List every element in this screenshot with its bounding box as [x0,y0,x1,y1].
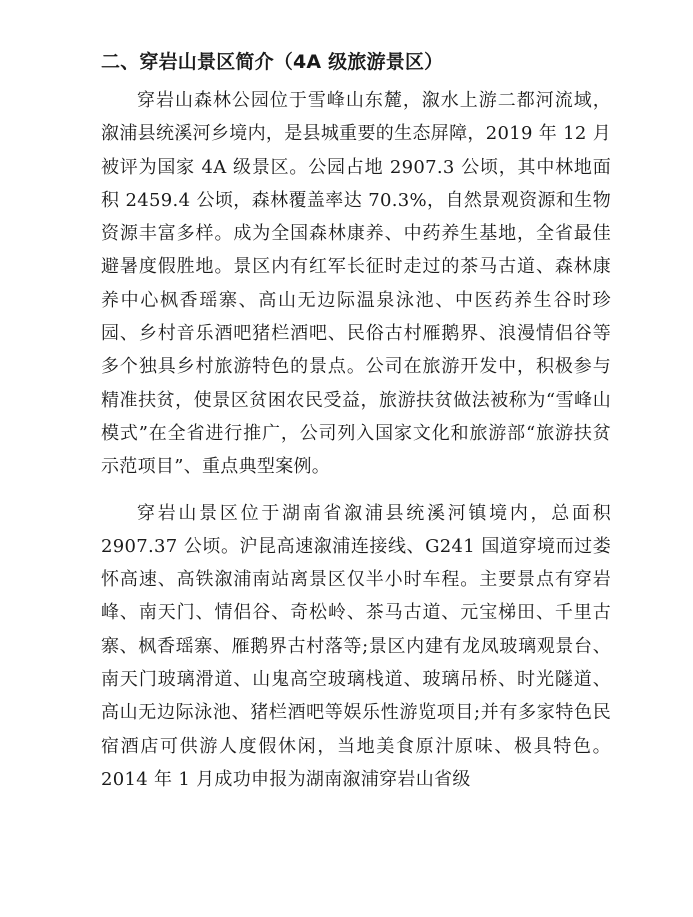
paragraph-scenic-area-location: 穿岩山景区位于湖南省溆浦县统溪河镇境内，总面积 2907.37 公顷。沪昆高速溆浦连接线、G241 国道穿境而过娄怀高速、高铁溆浦南站离景区仅半小时车程。主要景点有穿岩峰、南天门、情侣谷、奇松岭、茶马古道、元宝梯田、千里古寨、枫香瑶寨、雁鹅界古村落等;景区内建有龙凤玻璃观景台、南天门玻璃滑道、山鬼高空玻璃栈道、玻璃吊桥、时光隧道、高山无边际泳池、猪栏酒吧等娱乐性游览项目;并有多家特色民宿酒店可供游人度假休闲，当地美食原汁原味、极具特色。2014 年 1 月成功申报为湖南溆浦穿岩山省级 [101,502,611,790]
section-heading: 二、穿岩山景区简介（4A 级旅游景区） [101,51,444,73]
document-body [101,48,611,796]
paragraph-intro-forest-park: 穿岩山森林公园位于雪峰山东麓，溆水上游二都河流域，溆浦县统溪河乡境内，是县城重要的生态屏障，2019 年 12 月被评为国家 4A 级景区。公园占地 2907.3 公顷，其中林地面积 2459.4 公顷，森林覆盖率达 70.3%，自然景观资源和生物资源丰富多样。成为全国森林康养、中药养生基地，全省最佳避暑度假胜地。景区内有红军长征时走过的茶马古道、森林康养中心枫香瑶寨、高山无边际温泉泳池、中医药养生谷时珍园、乡村音乐酒吧猪栏酒吧、民俗古村雁鹅界、浪漫情侣谷等多个独具乡村旅游特色的景点。公司在旅游开发中，积极参与精准扶贫，使景区贫困农民受益，旅游扶贫做法被称为“雪峰山模式”在全省进行推广，公司列入国家文化和旅游部“旅游扶贫示范项目”、重点典型案例。 [101,90,611,478]
